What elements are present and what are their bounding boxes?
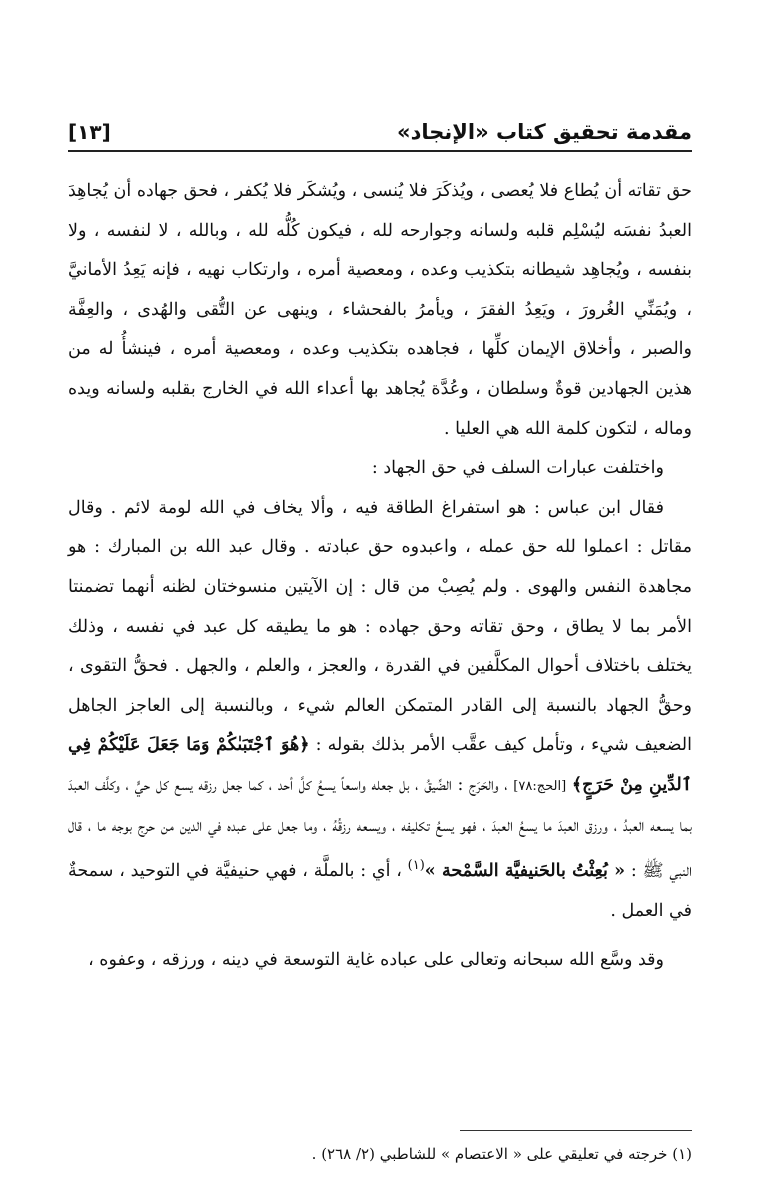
running-title: مقدمة تحقيق كتاب «الإنجاد» xyxy=(397,120,692,144)
footnote: (١) خرجته في تعليقي على « الاعتصام » للشاطبي (٢/ ٢٦٨) . xyxy=(311,1145,692,1163)
hadith-quote: « بُعِثْتُ بالحَنيفيَّة السَّمْحة » xyxy=(424,860,626,881)
footnote-marker: (١) xyxy=(407,858,425,874)
paragraph-1: حق تقاته أن يُطاع فلا يُعصى ، ويُذكَرَ فلا يُنسى ، ويُشكَر فلا يُكفر ، فحق جهاده أن يُجاهِدَ العبدُ نفسَه ليُسْلِم قلبه ولسانه وجوارحه لله ، فيكون كُلُّه لله ، وبالله ، لا لنفسه ، ولا بنفسه ، ويُجاهِد شيطانه بتكذيب وعده ، ومعصية أمره ، وارتكاب نهيه ، فإنه يَعِدُ الأمانيَّ ، ويُمَنِّي الغُرورَ ، ويَعِدُ الفقرَ ، ويأمرُ بالفحشاء ، وينهى عن التُّقى والهُدى ، والعِفَّة والصبر ، وأخلاق الإيمان كلِّها ، فجاهده بتكذيب وعده ، ومعصية أمره ، فينشأُ له من هذين الجهادين قوةٌ وسلطان ، وعُدَّة يُجاهد بها أعداء الله في الخارج بقلبه ولسانه ويده وماله ، لتكون كلمة الله هي العليا . xyxy=(68,181,692,439)
paragraph-3-part-b: ، والحَرَج : الضِّيقُ ، بل جعله واسعاً يسعُ كلَّ أحد ، كما جعل رزقه يسع كل حيٍّ ، وكلَّف العبدَ بما يسعه العبدُ ، ورزق العبدَ ما يسعُ العبدَ ، فهو يسعُ تكليفه ، ويسعه رزقُهُ ، وما جعل على عبده في الدين من حرج بوجه ما ، قال النبي ﷺ : xyxy=(68,774,692,881)
paragraph-4: وقد وسَّع الله سبحانه وتعالى على عباده غاية التوسعة في دينه ، ورزقه ، وعفوه ، xyxy=(88,950,664,971)
paragraph-3 xyxy=(68,489,692,931)
paragraph-2: واختلفت عبارات السلف في حق الجهاد : xyxy=(371,458,664,479)
paragraph-3-part-c: ، أي : بالملَّة ، فهي حنيفيَّة في التوحيد ، سمحةٌ في العمل . xyxy=(68,860,692,921)
footnote-rule xyxy=(460,1130,692,1131)
main-text xyxy=(68,172,692,981)
header-rule xyxy=(68,150,692,152)
paragraph-3-part-a: فقال ابن عباس : هو استفراغ الطاقة فيه ، وألا يخاف في الله لومة لائم . وقال مقاتل : اعملوا لله حق عمله ، واعبدوه حق عبادته . وقال عبد الله بن المبارك : هو مجاهدة النفس والهوى . ولم يُصِبْ من قال : إن الآيتين منسوختان لظنه أنهما تضمنتا الأمر بما لا يطاق ، وحق تقاته وحق جهاده : هو ما يطيقه كل عبد في نفسه ، وذلك يختلف باختلاف أحوال المكلَّفين في القدرة ، والعجز ، والعلم ، والجهل . فحقُّ التقوى ، وحقُّ الجهاد بالنسبة إلى القادر المتمكن العالم شيء ، وبالنسبة إلى العاجز الجاهل الضعيف شيء ، وتأمل كيف عقَّب الأمر بذلك بقوله : xyxy=(68,497,692,756)
page-number: [١٣] xyxy=(68,120,111,144)
page-header xyxy=(68,100,692,144)
quran-verse: ﴿هُوَ ٱجْتَبَىٰكُمْ وَمَا جَعَلَ عَلَيْكُمْ فِي ٱلدِّينِ مِنْ حَرَجٍ﴾ xyxy=(68,735,692,795)
quran-reference: [الحج:٧٨] xyxy=(513,778,567,794)
